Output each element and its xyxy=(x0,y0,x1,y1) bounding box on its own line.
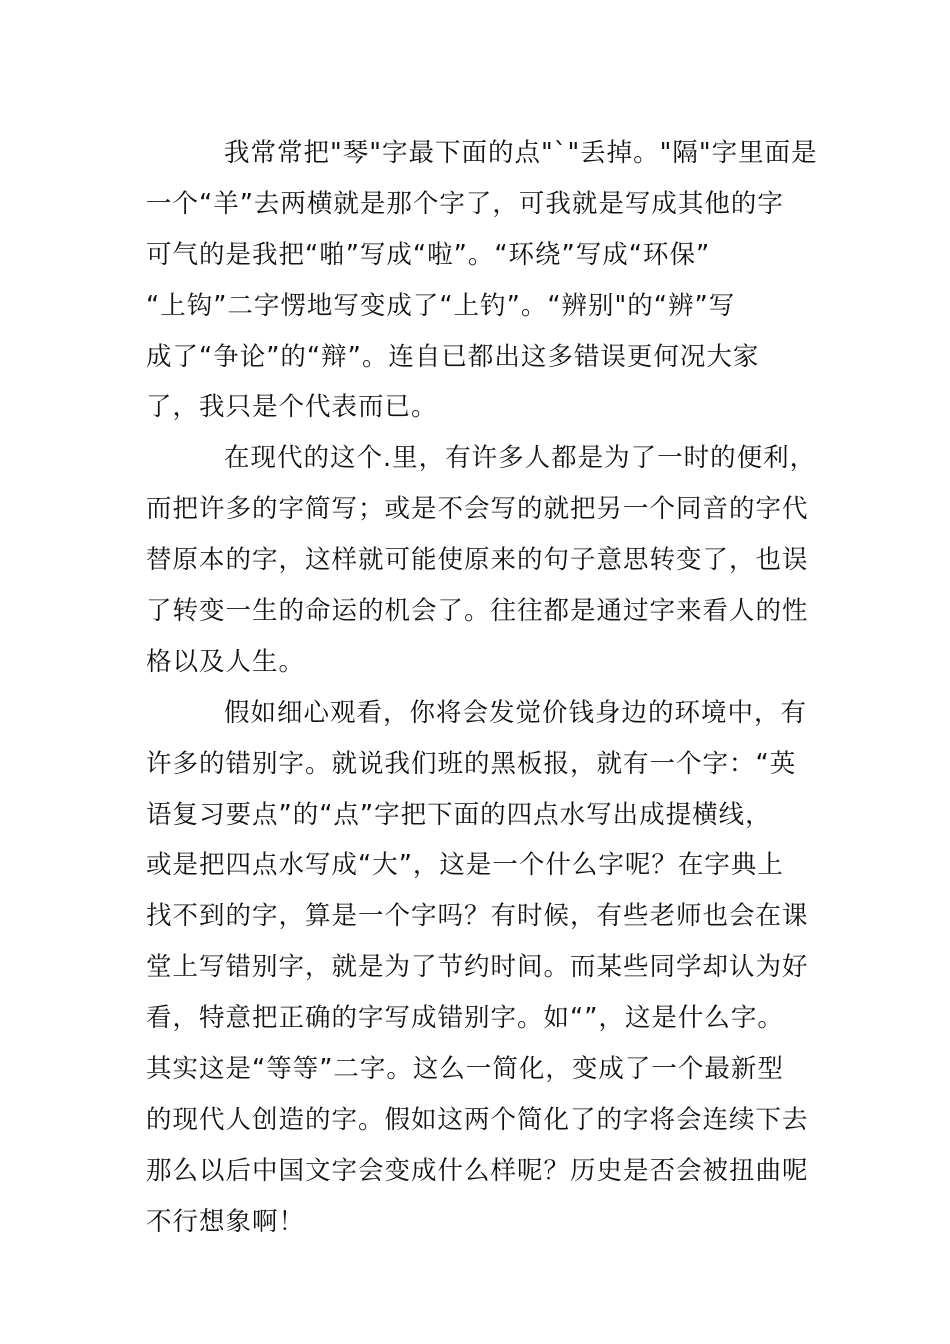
paragraph-1-line-1: 我常常把"琴"字最下面的点"`"丢掉。"隔"字里面是 xyxy=(224,138,818,168)
paragraph-3-line-1: 假如细心观看，你将会发觉价钱身边的环境中，有 xyxy=(224,697,808,728)
paragraph-3-line-11: 不行想象啊！ xyxy=(146,1206,306,1237)
paragraph-2-line-2: 而把许多的字简写；或是不会写的就把另一个同音的字代 xyxy=(146,494,809,525)
paragraph-2-line-4: 了转变一生的命运的机会了。往往都是通过字来看人的性 xyxy=(146,596,809,627)
paragraph-3-line-5: 找不到的字，算是一个字吗？有时候，有些老师也会在课 xyxy=(146,901,809,932)
paragraph-1-line-2: 一个“羊”去两横就是那个字了，可我就是写成其他的字 xyxy=(146,188,784,219)
paragraph-3-line-2: 许多的错别字。就说我们班的黑板报，就有一个字：“英 xyxy=(146,748,797,779)
paragraph-2-line-1: 在现代的这个.里，有许多人都是为了一时的便利， xyxy=(224,443,817,474)
paragraph-1-line-3: 可气的是我把“啪”写成“啦”。“环绕”写成“环保” xyxy=(146,239,711,270)
paragraph-3-line-10: 那么以后中国文字会变成什么样呢？历史是否会被扭曲呢 xyxy=(146,1155,809,1186)
paragraph-3-line-8: 其实这是“等等”二字。这么一简化，变成了一个最新型 xyxy=(146,1054,784,1085)
paragraph-3-line-6: 堂上写错别字，就是为了节约时间。而某些同学却认为好 xyxy=(146,952,809,983)
paragraph-1-line-5: 成了“争论”的“辩”。连自已都出这多错误更何况大家 xyxy=(146,341,760,372)
paragraph-3-line-3: 语复习要点”的“点”字把下面的四点水写出成提横线， xyxy=(146,799,772,830)
paragraph-3-line-9: 的现代人创造的字。假如这两个简化了的字将会连续下去 xyxy=(146,1104,809,1135)
paragraph-3-line-7: 看，特意把正确的字写成错别字。如“”，这是什么字。 xyxy=(146,1003,784,1034)
body-text xyxy=(146,128,818,1248)
paragraph-1-line-6: 了，我只是个代表而已。 xyxy=(146,392,438,423)
paragraph-3-line-4: 或是把四点水写成“大”，这是一个什么字呢？在字典上 xyxy=(146,850,784,881)
paragraph-1-line-4: “上钩”二字愣地写变成了“上钓”。“辨别"的“辨”写 xyxy=(146,290,736,321)
paragraph-2-line-3: 替原本的字，这样就可能使原来的句子意思转变了，也误 xyxy=(146,545,809,576)
paragraph-2-line-5: 格以及人生。 xyxy=(146,646,306,677)
